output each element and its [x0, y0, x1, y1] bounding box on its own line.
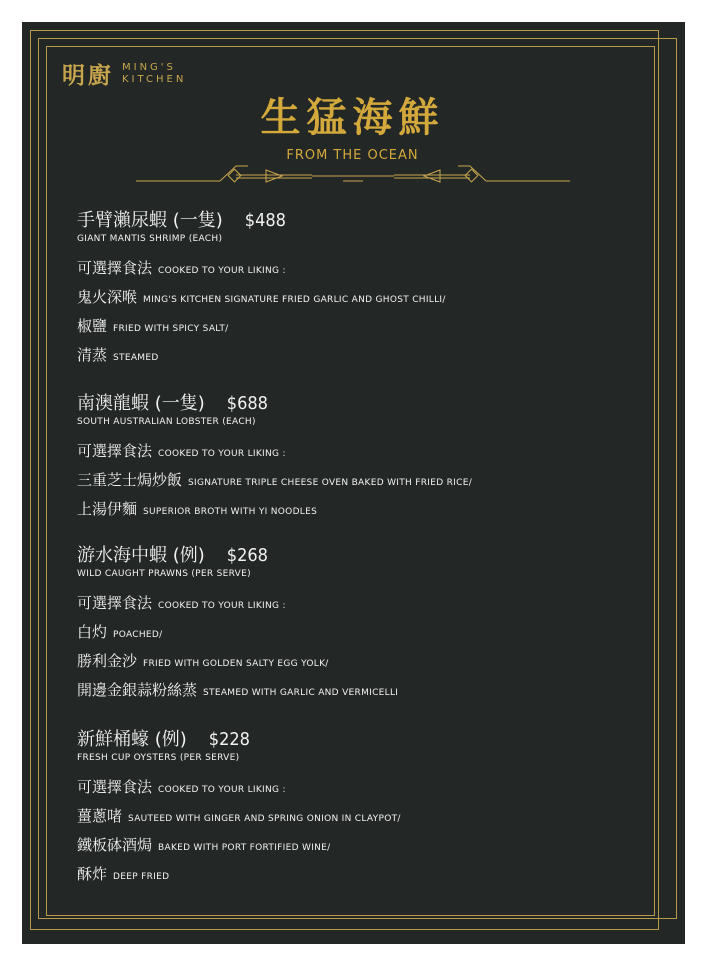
- cooking-option-cn: 可選擇食法: [77, 259, 153, 277]
- cooking-option-en: COOKED TO YOUR LIKING :: [158, 449, 286, 459]
- menu-item-price: $688: [226, 393, 268, 414]
- cooking-option-cn: 鬼火深喉: [77, 288, 138, 306]
- cooking-option-en: DEEP FRIED: [113, 872, 170, 882]
- menu-item-title: [77, 206, 286, 232]
- cooking-option-cn: 薑蔥啫: [77, 807, 123, 825]
- cooking-option: [77, 621, 162, 642]
- menu-item-name-cn: 游水海中蝦 (例): [77, 545, 205, 566]
- cooking-option-cn: 鐵板砵酒焗: [77, 836, 153, 854]
- brand-logo-cn: 明廚: [62, 62, 114, 89]
- cooking-option: [77, 286, 446, 307]
- menu-item-price: $488: [244, 210, 286, 231]
- cooking-option-heading: [77, 257, 286, 278]
- cooking-option-en: STEAMED WITH GARLIC AND VERMICELLI: [203, 688, 399, 698]
- menu-item-name-cn: 手臂瀨尿蝦 (一隻): [77, 210, 223, 231]
- cooking-option: [77, 679, 398, 700]
- cooking-option: [77, 834, 331, 855]
- page-title-cn: 生猛海鮮: [260, 94, 445, 141]
- cooking-option: [77, 344, 159, 365]
- cooking-option-en: BAKED WITH PORT FORTIFIED WINE/: [158, 843, 331, 853]
- menu-item-name-en: SOUTH AUSTRALIAN LOBSTER (EACH): [77, 417, 256, 427]
- brand-logo-en: [122, 62, 186, 86]
- menu-item-name-en: WILD CAUGHT PRAWNS (PER SERVE): [77, 569, 251, 579]
- cooking-option-heading: [77, 776, 286, 797]
- cooking-option: [77, 498, 317, 519]
- cooking-option-cn: 勝利金沙: [77, 652, 138, 670]
- menu-item-price: $228: [208, 729, 250, 750]
- cooking-option: [77, 863, 169, 884]
- cooking-option-cn: 白灼: [77, 623, 108, 641]
- cooking-option-en: STEAMED: [113, 353, 159, 363]
- cooking-option-cn: 酥炸: [77, 865, 108, 883]
- menu-item-name-en: GIANT MANTIS SHRIMP (EACH): [77, 234, 223, 244]
- cooking-option-en: FRIED WITH GOLDEN SALTY EGG YOLK/: [143, 659, 329, 669]
- cooking-option-heading: [77, 440, 286, 461]
- menu-item-name-cn: 新鮮桶蠔 (例): [77, 729, 187, 750]
- cooking-option-cn: 上湯伊麵: [77, 500, 138, 518]
- brand-logo-en-line2: KITCHEN: [122, 73, 187, 85]
- cooking-option-cn: 椒鹽: [77, 317, 108, 335]
- cooking-option-en: POACHED/: [113, 630, 163, 640]
- cooking-option: [77, 650, 329, 671]
- menu-item-name-en: FRESH CUP OYSTERS (PER SERVE): [77, 753, 240, 763]
- menu-item-title: [77, 389, 268, 415]
- cooking-option-en: MING'S KITCHEN SIGNATURE FRIED GARLIC AND GHOST CHILLI/: [143, 295, 446, 305]
- menu-item-price: $268: [226, 545, 268, 566]
- cooking-option-cn: 清蒸: [77, 346, 108, 364]
- menu-item-title: [77, 541, 268, 567]
- cooking-option-en: COOKED TO YOUR LIKING :: [158, 785, 286, 795]
- brand-logo-en-line1: MING'S: [122, 61, 176, 73]
- cooking-option: [77, 315, 228, 336]
- page-title-en: FROM THE OCEAN: [286, 148, 419, 163]
- art-deco-divider-icon: [136, 162, 570, 188]
- cooking-option-en: COOKED TO YOUR LIKING :: [158, 266, 286, 276]
- cooking-option: [77, 469, 472, 490]
- cooking-option-en: SUPERIOR BROTH WITH YI NOODLES: [143, 507, 318, 517]
- cooking-option-cn: 可選擇食法: [77, 778, 153, 796]
- cooking-option-cn: 三重芝士焗炒飯: [77, 471, 183, 489]
- cooking-option-en: SIGNATURE TRIPLE CHEESE OVEN BAKED WITH FRIED RICE/: [188, 478, 473, 488]
- cooking-option-cn: 可選擇食法: [77, 442, 153, 460]
- cooking-option-cn: 開邊金銀蒜粉絲蒸: [77, 681, 198, 699]
- cooking-option-en: FRIED WITH SPICY SALT/: [113, 324, 229, 334]
- cooking-option-cn: 可選擇食法: [77, 594, 153, 612]
- menu-item-title: [77, 725, 250, 751]
- cooking-option-heading: [77, 592, 286, 613]
- cooking-option-en: COOKED TO YOUR LIKING :: [158, 601, 286, 611]
- menu-item-name-cn: 南澳龍蝦 (一隻): [77, 393, 205, 414]
- cooking-option-en: SAUTEED WITH GINGER AND SPRING ONION IN CLAYPOT/: [128, 814, 401, 824]
- cooking-option: [77, 805, 401, 826]
